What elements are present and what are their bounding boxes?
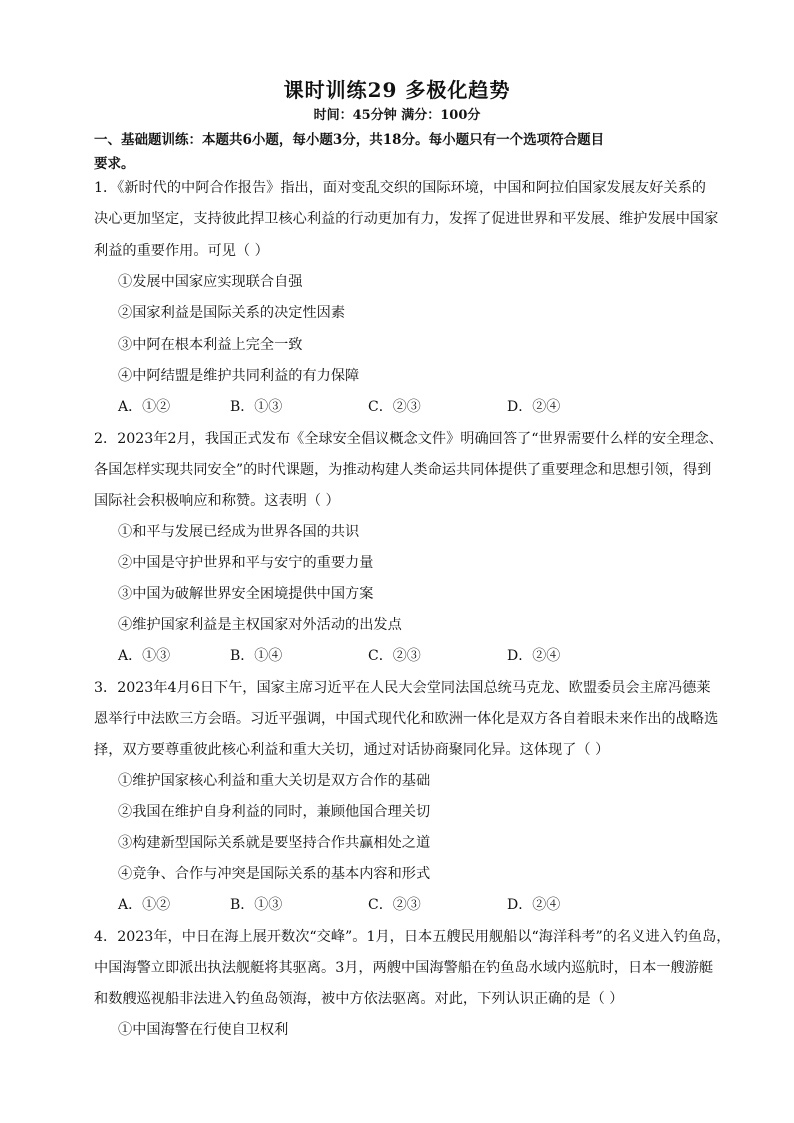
question-text-line: 利益的重要作用。可见（ ） <box>94 243 269 259</box>
question-text-line: 择，双方要尊重彼此核心利益和重大关切，通过对话协商聚同化异。这体现了（ ） <box>94 742 610 758</box>
statement-option: ④维护国家利益是主权国家对外活动的出发点 <box>118 617 402 633</box>
section-heading-line: 一、基础题训练：本题共6小题，每小题3分，共18分。每小题只有一个选项符合题目 <box>94 132 605 148</box>
statement-option: ④竞争、合作与冲突是国际关系的基本内容和形式 <box>118 866 431 882</box>
answer-choice-d[interactable]: D．②④ <box>507 897 561 913</box>
statement-option: ①发展中国家应实现联合自强 <box>118 274 303 290</box>
question-text-line: 1．《新时代的中阿合作报告》指出，面对变乱交织的国际环境，中国和阿拉伯国家发展友好关系的 <box>94 180 706 196</box>
answer-choice-b[interactable]: B．①③ <box>230 897 283 913</box>
answer-choice-c[interactable]: C．②③ <box>368 648 421 664</box>
question-text-line: 决心更加坚定，支持彼此捍卫核心利益的行动更加有力，发挥了促进世界和平发展、维护发展中国家 <box>94 211 719 227</box>
answer-choice-c[interactable]: C．②③ <box>368 399 421 415</box>
statement-option: ①维护国家核心利益和重大关切是双方合作的基础 <box>118 773 431 789</box>
question-text-line: 中国海警立即派出执法舰艇将其驱离。3月，两艘中国海警船在钓鱼岛水域内巡航时，日本一艘游艇 <box>94 960 714 976</box>
question-text-line: 3．2023年4月6日下午，国家主席习近平在人民大会堂同法国总统马克龙、欧盟委员会主席冯德莱 <box>94 680 711 696</box>
statement-option: ①中国海警在行使自卫权利 <box>118 1022 289 1038</box>
question-text-line: 各国怎样实现共同安全”的时代课题，为推动构建人类命运共同体提供了重要理念和思想引领，得到 <box>94 462 712 478</box>
section-heading <box>94 128 714 176</box>
statement-option: ③中国为破解世界安全困境提供中国方案 <box>118 586 374 602</box>
statement-option: ②国家利益是国际关系的决定性因素 <box>118 305 346 321</box>
statement-option: ②我国在维护自身利益的同时，兼顾他国合理关切 <box>118 804 431 820</box>
question-text-line: 国际社会积极响应和称赞。这表明（ ） <box>94 493 340 509</box>
question-text-line: 恩举行中法欧三方会晤。习近平强调，中国式现代化和欧洲一体化是双方各自着眼未来作出的战略选 <box>94 711 719 727</box>
exam-time-score: 时间：45分钟 满分：100分 <box>313 108 481 123</box>
statement-option: ③构建新型国际关系就是要坚持合作共赢相处之道 <box>118 835 431 851</box>
statement-option: ①和平与发展已经成为世界各国的共识 <box>118 524 360 540</box>
answer-choice-c[interactable]: C．②③ <box>368 897 421 913</box>
answer-choice-b[interactable]: B．①④ <box>230 648 283 664</box>
answer-choice-a[interactable]: A．①② <box>118 897 171 913</box>
question-text-line: 4．2023年，中日在海上展开数次“交峰”。1月，日本五艘民用舰船以“海洋科考”的名义进入钓鱼岛， <box>94 929 731 945</box>
statement-option: ②中国是守护世界和平与安宁的重要力量 <box>118 555 374 571</box>
question-text-line: 2．2023年2月，我国正式发布《全球安全倡议概念文件》明确回答了“世界需要什么样的安全理念、 <box>94 431 723 447</box>
answer-choice-d[interactable]: D．②④ <box>507 648 561 664</box>
answer-choice-a[interactable]: A．①② <box>118 399 171 415</box>
question-text-line: 和数艘巡视船非法进入钓鱼岛领海，被中方依法驱离。对此，下列认识正确的是（ ） <box>94 991 624 1007</box>
section-heading-line: 要求。 <box>94 156 135 172</box>
answer-choice-a[interactable]: A．①③ <box>118 648 171 664</box>
answer-choice-b[interactable]: B．①③ <box>230 399 283 415</box>
page-title: 课时训练29 多极化趋势 <box>283 78 511 102</box>
answer-choice-d[interactable]: D．②④ <box>507 399 561 415</box>
statement-option: ④中阿结盟是维护共同利益的有力保障 <box>118 368 360 384</box>
statement-option: ③中阿在根本利益上完全一致 <box>118 337 303 353</box>
